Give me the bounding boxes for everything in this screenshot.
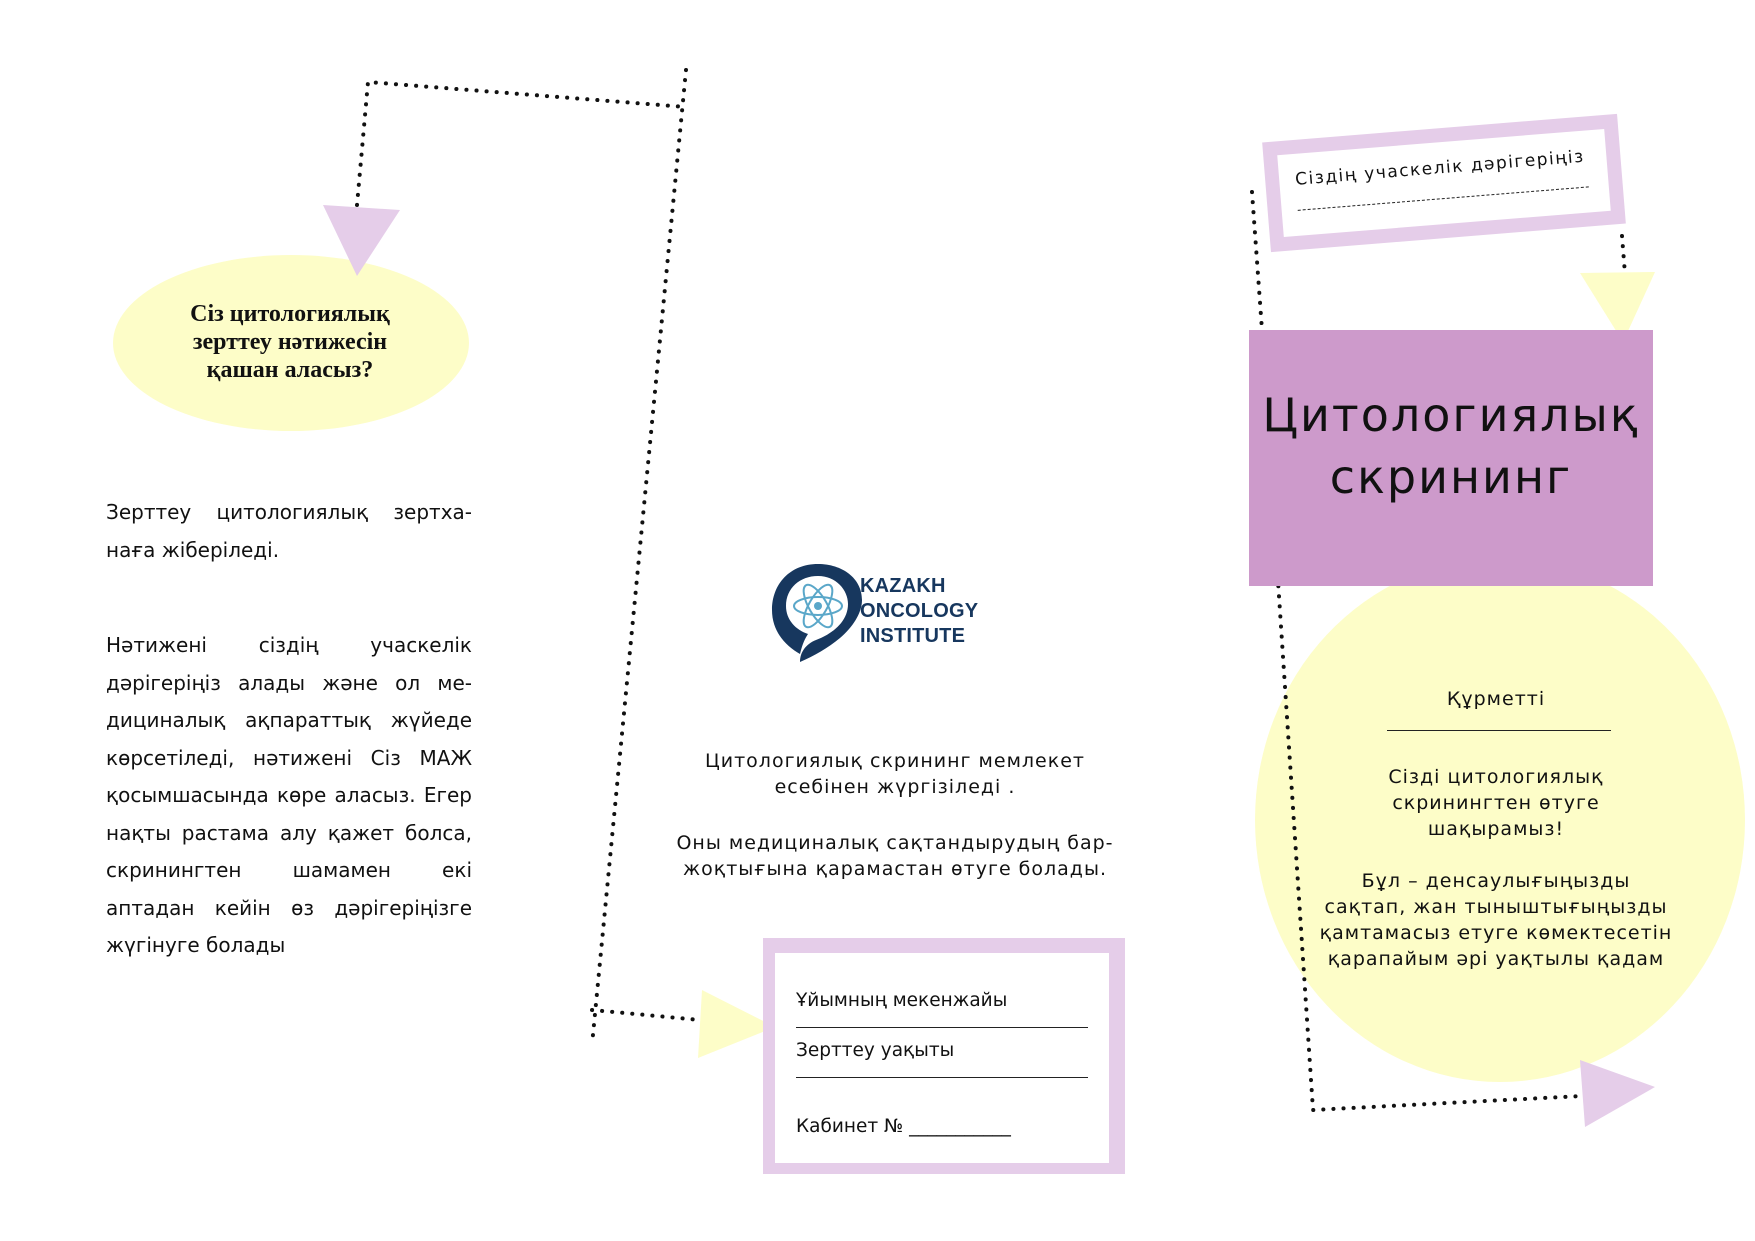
- cabinet-label: Кабинет № ___________: [796, 1116, 1011, 1137]
- state-funded-text: Цитологиялық скрининг мемлекет есебінен жүргізіледі .: [705, 750, 1085, 798]
- dotted-connector-middle-column: [592, 70, 686, 1045]
- insurance-text: Оны медициналық сақтандырудың бар-жоқтығына қарамастан өтуге болады.: [676, 832, 1114, 880]
- doctor-box-inner: [1277, 129, 1611, 237]
- benefit-text: Бұл – денсаулығыңызды сақтап, жан тыныштығыңызды қамтамасыз етуге көмектесетін қарапайым әрі уақтылы қадам: [1319, 870, 1673, 970]
- doctor-fill-line: [1298, 186, 1589, 210]
- results-paragraph: Нәтижені сіздің учаскелік дәрігеріңіз алады және ол ме-дициналық ақпараттық жүйеде көрсетіледі, нәтижені Сіз МАЖ қосымшасында көре аласыз. Егер нақты растама алу қажет болса, скринингтен шамамен екі аптадан кейін өз дәрігеріңізге жүгінуге болады: [106, 633, 472, 957]
- info-box: [763, 938, 1125, 1174]
- info-box-inner: [775, 953, 1109, 1163]
- lab-paragraph: Зерттеу цитологиялық зертха-наға жіберіледі.: [106, 500, 472, 562]
- arrow-triangle-right-bottom: [1580, 1060, 1655, 1127]
- atom-logo-icon: [772, 564, 862, 662]
- logo-line-3: INSTITUTE: [860, 625, 966, 647]
- invitation-text: Сізді цитологиялық скринингтен өтуге шақырамыз!: [1388, 766, 1604, 840]
- question-heading: Сіз цитологиялық зерттеу нәтижесін қашан аласыз?: [190, 301, 390, 383]
- title-box: [1249, 330, 1653, 586]
- address-fill-line: [796, 1027, 1088, 1028]
- dotted-connector-doctor-left: [1252, 192, 1262, 330]
- address-label: Ұйымның мекенжайы: [796, 990, 1008, 1011]
- dotted-connector-doctor-right: [1622, 236, 1625, 274]
- greeting-fill-line: [1387, 730, 1611, 731]
- time-fill-line: [796, 1077, 1088, 1078]
- logo-line-2: ONCOLOGY: [860, 600, 979, 622]
- page-title: Цитологиялық скрининг: [1262, 388, 1640, 504]
- dotted-connector-top: [357, 82, 686, 205]
- institute-logo-text: [860, 574, 978, 649]
- logo-line-1: KAZAKH: [860, 575, 946, 597]
- dotted-connector-to-infobox: [592, 1010, 700, 1020]
- greeting: Құрметті: [1446, 688, 1546, 710]
- time-label: Зерттеу уақыты: [796, 1040, 955, 1061]
- doctor-label: Сіздің учаскелік дәрігеріңіз: [1294, 146, 1586, 190]
